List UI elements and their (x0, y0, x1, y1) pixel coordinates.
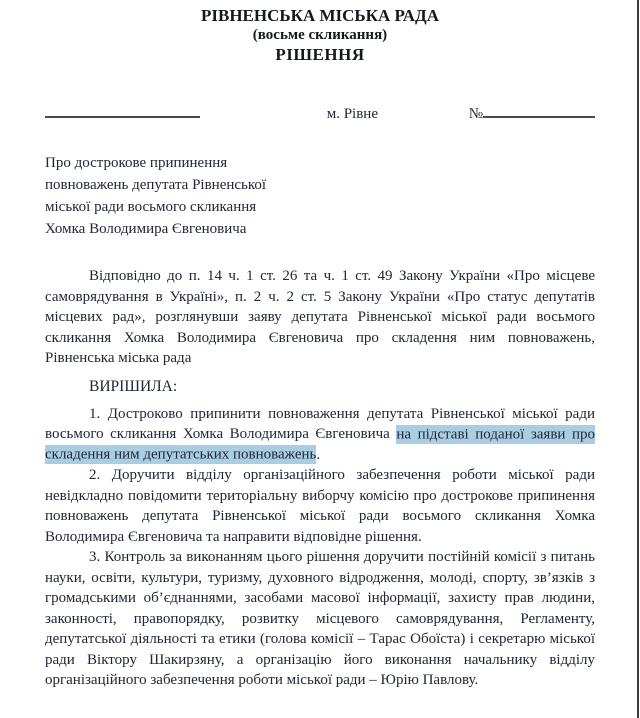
page-right-border (637, 0, 639, 718)
number-field (469, 103, 595, 123)
highlighted-text: на підставі поданої заяви про складення ним депутатських повноважень (45, 426, 595, 463)
doc-type: РІШЕННЯ (275, 45, 365, 64)
resolution-item-2: 2. Доручити відділу організаційного забезпечення роботи міської ради невідкладно повідомити територіальну виборчу комісію про дострокове припинення повноважень депутата Рівненської міської ради восьмого скликання Хомка Володимира Євгеновича та направити відповідне рішення. (45, 467, 595, 545)
convocation: (восьме скликання) (252, 27, 388, 43)
number-blank-line (483, 103, 595, 118)
document-content (0, 6, 640, 691)
org-name: РІВНЕНСЬКА МІСЬКА РАДА (201, 6, 439, 25)
city-label: м. Рівне (326, 106, 378, 122)
document-header (45, 6, 595, 65)
subject-line-1: Про дострокове припинення (45, 155, 228, 171)
meta-row (45, 103, 595, 123)
resolution-item-3: 3. Контроль за виконанням цього рішення доручити постійній комісії з питань науки, освіти, культури, туризму, духовного відродження, молоді, спорту, зв’язків з громадськими об’єднаннями, засобами масової інформації, захисту прав людини, законності, правопорядку, розвитку місцевого самоврядування, Регламенту, депутатської діяльності та етики (голова комісії – Тарас Обоїста) і секретарю міської ради Віктору Шакирзяну, а організацію його виконання начальнику відділу організаційного забезпечення роботи міської ради – Юрію Павлову. (45, 549, 595, 688)
date-blank-line (45, 103, 200, 118)
number-sign: № (468, 106, 483, 122)
resolution-item-1-period: . (316, 446, 321, 463)
subject-block (45, 152, 595, 240)
resolution-item-1 (45, 404, 595, 466)
subject-line-2: повноважень депутата Рівненської (45, 177, 267, 193)
preamble-paragraph: Відповідно до п. 14 ч. 1 ст. 26 та ч. 1 ст. 49 Закону України «Про місцеве самоврядування в Україні», п. 2 ч. 2 ст. 5 Закону України «Про статус депутатів місцевих рад», розглянувши заяву депутата Рівненської міської ради восьмого скликання Хомка Володимира Євгеновича про складення ним повноважень, Рівненська міська рада (45, 268, 595, 366)
resolved-heading: ВИРІШИЛА: (89, 377, 178, 395)
resolution-item-1-text: 1. Достроково припинити повноваження депутата Рівненської міської ради восьмого скликання Хомка Володимира Євгеновича (45, 405, 595, 442)
subject-line-3: міської ради восьмого скликання (45, 199, 257, 215)
subject-line-4: Хомка Володимира Євгеновича (45, 221, 247, 237)
